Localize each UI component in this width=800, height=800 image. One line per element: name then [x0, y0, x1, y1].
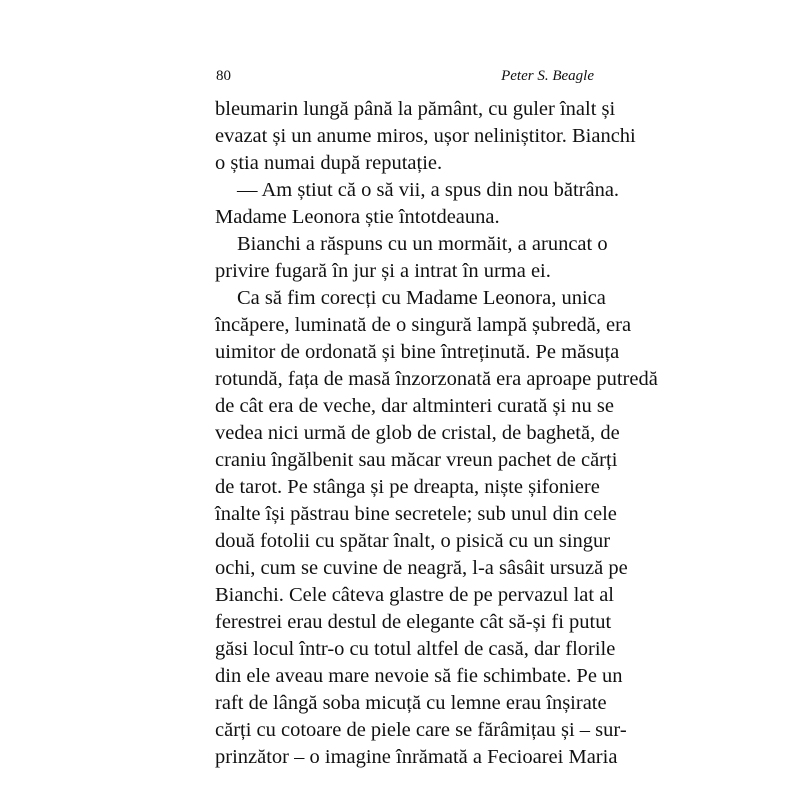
text-line: de cât era de veche, dar altminteri curată și nu se [215, 395, 614, 417]
page-number: 80 [216, 68, 231, 84]
text-line: cărți cu cotoare de piele care se fărâmițau și – sur- [215, 719, 627, 741]
text-line: prinzător – o imagine înrămată a Fecioarei Maria [215, 746, 618, 768]
text-line: Bianchi a răspuns cu un mormăit, a aruncat o [237, 233, 608, 255]
text-line: privire fugară în jur și a intrat în urma ei. [215, 260, 551, 282]
text-line: uimitor de ordonată și bine întreținută. Pe măsuța [215, 341, 620, 363]
text-line: o știa numai după reputație. [215, 152, 443, 174]
text-line: bleumarin lungă până la pământ, cu guler înalt și [215, 98, 616, 120]
text-line: din ele aveau mare nevoie să fie schimbate. Pe un [215, 665, 623, 687]
text-line: vedea nici urmă de glob de cristal, de baghetă, de [215, 422, 620, 444]
text-line: ochi, cum se cuvine de neagră, l-a sâsâit ursuză pe [215, 557, 628, 579]
text-line: găsi locul într-o cu totul altfel de casă, dar florile [215, 638, 616, 660]
text-line: Madame Leonora știe întotdeauna. [215, 206, 500, 228]
text-line: înalte își păstrau bine secretele; sub unul din cele [215, 503, 617, 525]
text-line: rotundă, fața de masă înzorzonată era aproape putredă [215, 368, 658, 390]
text-line: Ca să fim corecți cu Madame Leonora, unica [237, 287, 606, 309]
text-line: încăpere, luminată de o singură lampă șubredă, era [215, 314, 632, 336]
text-line: raft de lângă soba micuță cu lemne erau înșirate [215, 692, 607, 714]
body-text [215, 96, 658, 771]
text-line: Bianchi. Cele câteva glastre de pe pervazul lat al [215, 584, 614, 606]
running-header [216, 68, 594, 88]
text-line: ferestrei erau destul de elegante cât să-și fi putut [215, 611, 612, 633]
author-name: Peter S. Beagle [501, 68, 594, 84]
text-line: de tarot. Pe stânga și pe dreapta, niște șifoniere [215, 476, 600, 498]
text-line: — Am știut că o să vii, a spus din nou bătrâna. [237, 179, 620, 201]
text-line: craniu îngălbenit sau măcar vreun pachet de cărți [215, 449, 618, 471]
text-line: evazat și un anume miros, ușor neliniștitor. Bianchi [215, 125, 636, 147]
text-line: două fotolii cu spătar înalt, o pisică cu un singur [215, 530, 611, 552]
